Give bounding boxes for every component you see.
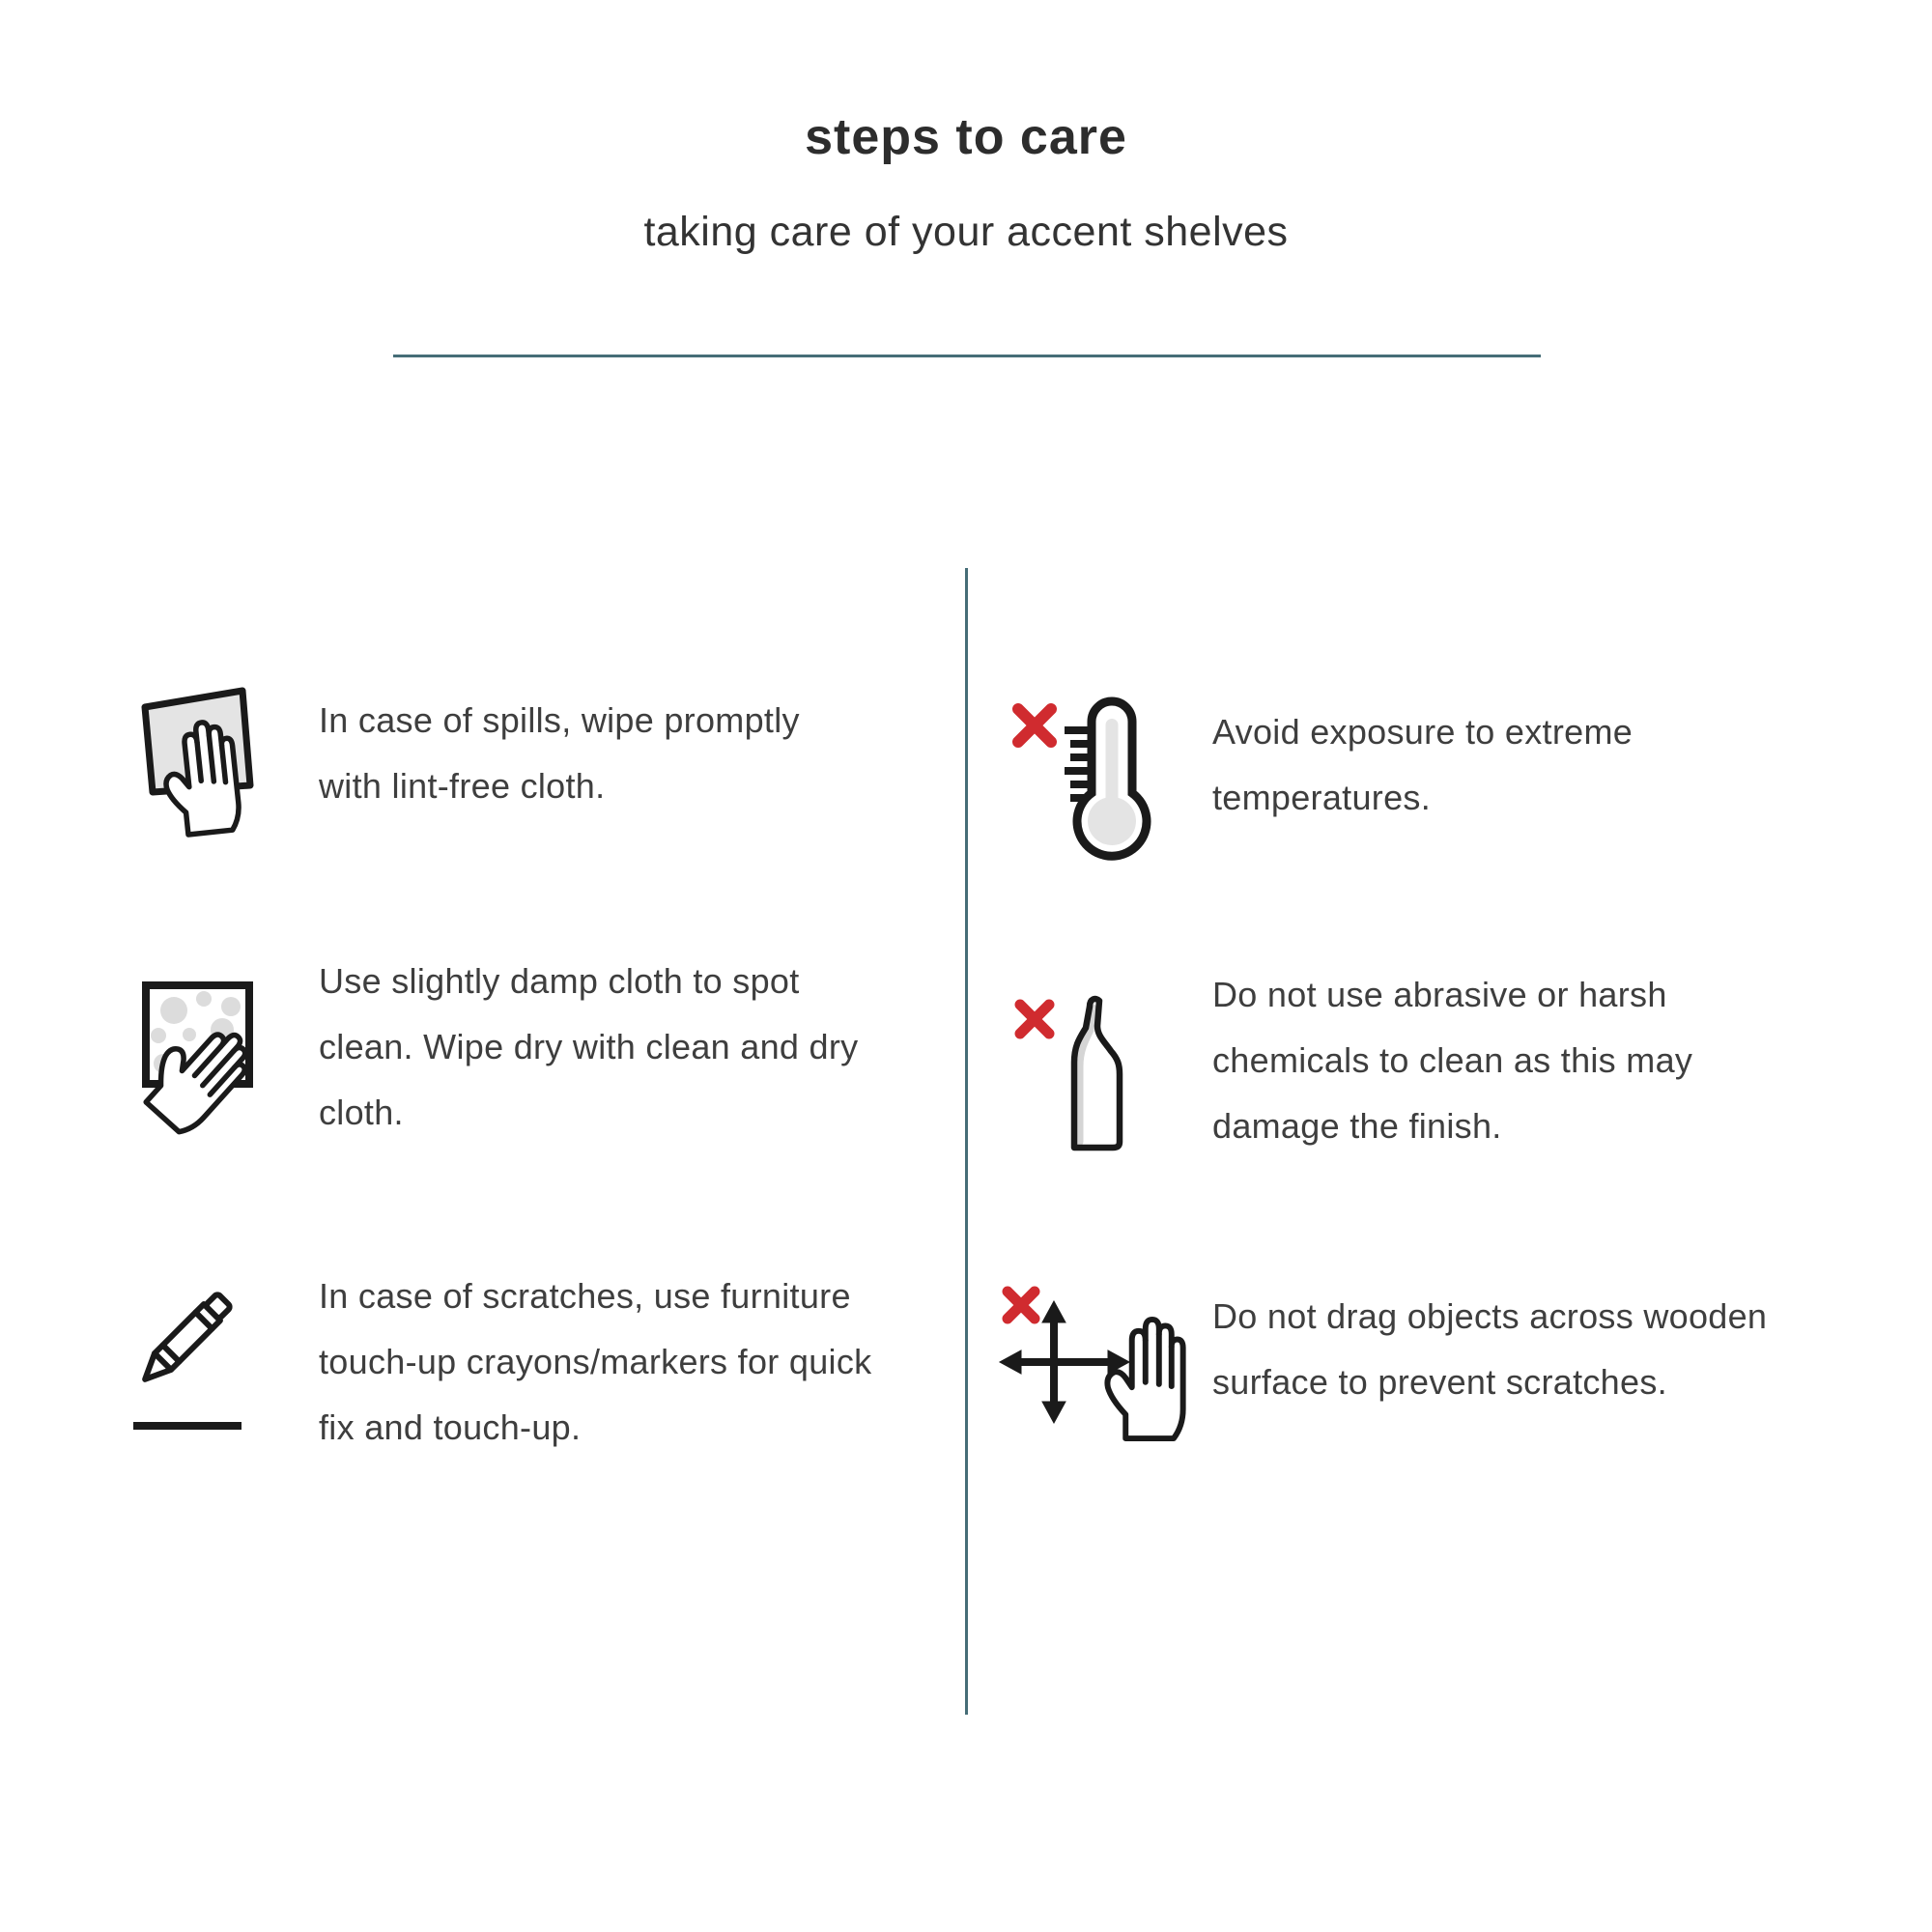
- care-text-dragging: [1212, 1284, 1767, 1415]
- no-harsh-chemicals-icon: [1005, 978, 1174, 1161]
- page-subtitle: taking care of your accent shelves: [643, 209, 1289, 255]
- touch-up-crayon-icon: [106, 1273, 275, 1442]
- care-text-chemicals: [1212, 962, 1692, 1159]
- text-line: temperatures.: [1212, 778, 1431, 817]
- text-line: In case of spills, wipe promptly: [319, 700, 800, 740]
- care-item-spills: [130, 676, 961, 850]
- text-line: Avoid exposure to extreme: [1212, 712, 1634, 752]
- text-line: Do not drag objects across wooden: [1212, 1296, 1768, 1336]
- care-item-damp-cloth: [128, 961, 959, 1177]
- damp-cloth-icon: [128, 964, 302, 1138]
- column-divider-line: [965, 568, 968, 1715]
- text-line: damage the finish.: [1212, 1106, 1502, 1146]
- care-item-dragging: [998, 1280, 1867, 1473]
- page-title: steps to care: [805, 109, 1127, 165]
- text-line: cloth.: [319, 1093, 404, 1132]
- text-line: chemicals to clean as this may: [1212, 1040, 1693, 1080]
- care-text-temperature: [1212, 699, 1633, 831]
- prohibit-x-mark: [1018, 709, 1051, 742]
- text-line: Do not use abrasive or harsh: [1212, 975, 1667, 1014]
- text-line: In case of scratches, use furniture: [319, 1276, 851, 1316]
- care-text-damp-cloth: [319, 949, 858, 1146]
- text-line: Use slightly damp cloth to spot: [319, 961, 800, 1001]
- care-text-spills: [319, 688, 800, 819]
- no-drag-objects-icon: [998, 1280, 1215, 1449]
- wipe-cloth-icon: [130, 676, 299, 845]
- care-item-scratches: [106, 1273, 956, 1486]
- text-line: surface to prevent scratches.: [1212, 1362, 1667, 1402]
- prohibit-x-mark: [1020, 1005, 1049, 1034]
- text-line: with lint-free cloth.: [319, 766, 606, 806]
- subtitle-divider-line: [393, 355, 1541, 357]
- care-text-scratches: [319, 1264, 871, 1461]
- no-extreme-temperature-icon: [1005, 688, 1174, 867]
- care-item-temperature: [1005, 688, 1835, 871]
- text-line: clean. Wipe dry with clean and dry: [319, 1027, 859, 1066]
- care-item-chemicals: [1005, 975, 1835, 1190]
- text-line: touch-up crayons/markers for quick: [319, 1342, 872, 1381]
- text-line: fix and touch-up.: [319, 1407, 582, 1447]
- prohibit-x-mark: [1008, 1292, 1035, 1319]
